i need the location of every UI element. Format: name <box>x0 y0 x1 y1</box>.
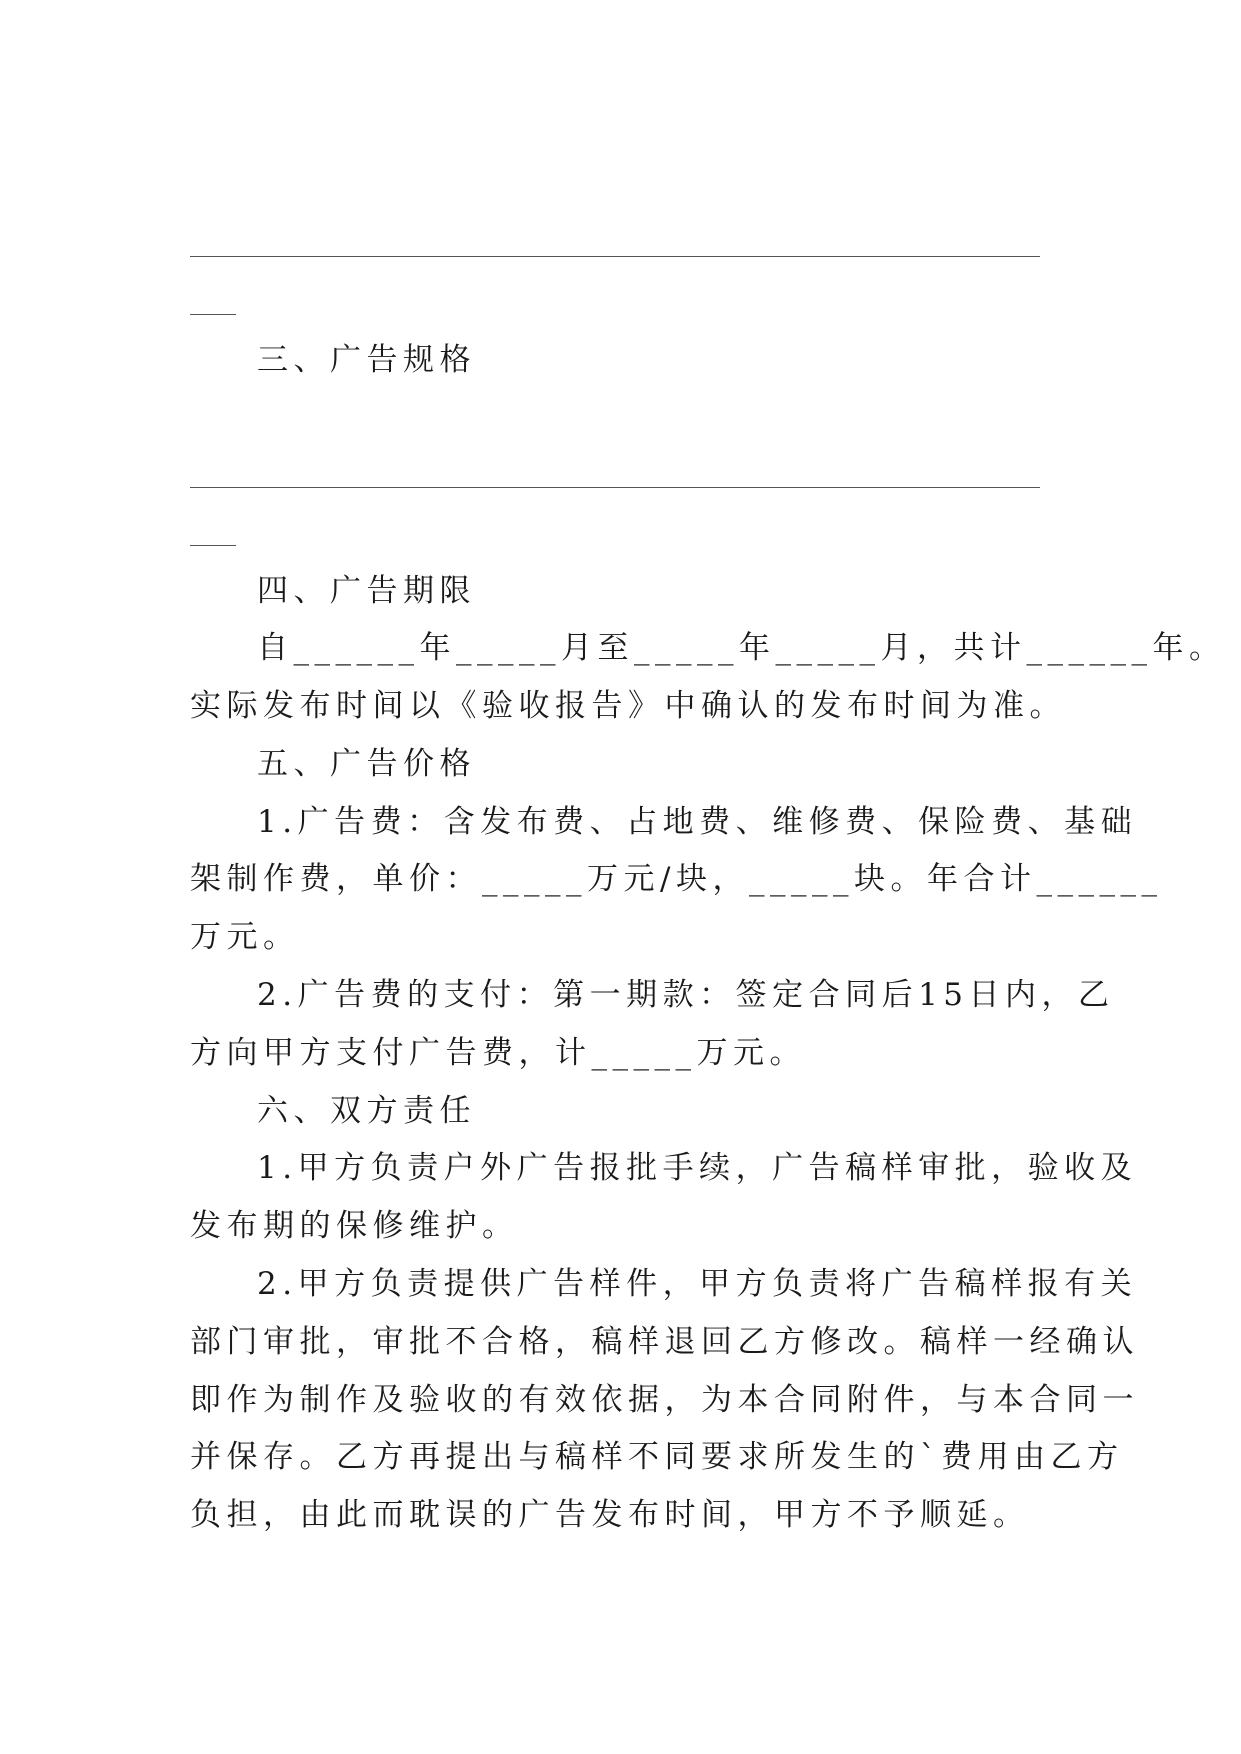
blank-fill-line <box>190 487 1040 488</box>
paragraph-line: 即作为制作及验收的有效依据，为本合同附件，与本合同一 <box>190 1382 1139 1418</box>
paragraph-line: 架制作费，单价：_____万元/块，_____块。年合计______ <box>190 861 1163 897</box>
paragraph-line: 负担，由此而耽误的广告发布时间，甲方不予顺延。 <box>190 1497 1030 1533</box>
paragraph-line: 2.广告费的支付：第一期款：签定合同后15日内，乙 <box>257 977 1115 1013</box>
paragraph-line: 万元。 <box>190 919 300 955</box>
paragraph-line: 部门审批，审批不合格，稿样退回乙方修改。稿样一经确认 <box>190 1324 1139 1360</box>
paragraph-line: 实际发布时间以《验收报告》中确认的发布时间为准。 <box>190 688 1066 724</box>
section-heading: 四、广告期限 <box>257 573 476 609</box>
section-heading: 三、广告规格 <box>257 342 476 378</box>
paragraph-line: 2.甲方负责提供广告样件，甲方负责将广告稿样报有关 <box>257 1266 1138 1302</box>
paragraph-line: 自______年_____月至_____年_____月，共计______年。 <box>257 630 1226 666</box>
paragraph-line: 1.广告费：含发布费、占地费、维修费、保险费、基础 <box>257 804 1138 840</box>
blank-fill-line-end <box>190 314 236 315</box>
paragraph-line: 并保存。乙方再提出与稿样不同要求所发生的`费用由乙方 <box>190 1439 1124 1475</box>
paragraph-line: 方向甲方支付广告费，计_____万元。 <box>190 1035 806 1071</box>
blank-fill-line <box>190 256 1040 257</box>
paragraph-line: 发布期的保修维护。 <box>190 1208 519 1244</box>
blank-fill-line-end <box>190 545 236 546</box>
section-heading: 六、双方责任 <box>257 1093 476 1129</box>
paragraph-line: 1.甲方负责户外广告报批手续，广告稿样审批，验收及 <box>257 1150 1138 1186</box>
section-heading: 五、广告价格 <box>257 746 476 782</box>
